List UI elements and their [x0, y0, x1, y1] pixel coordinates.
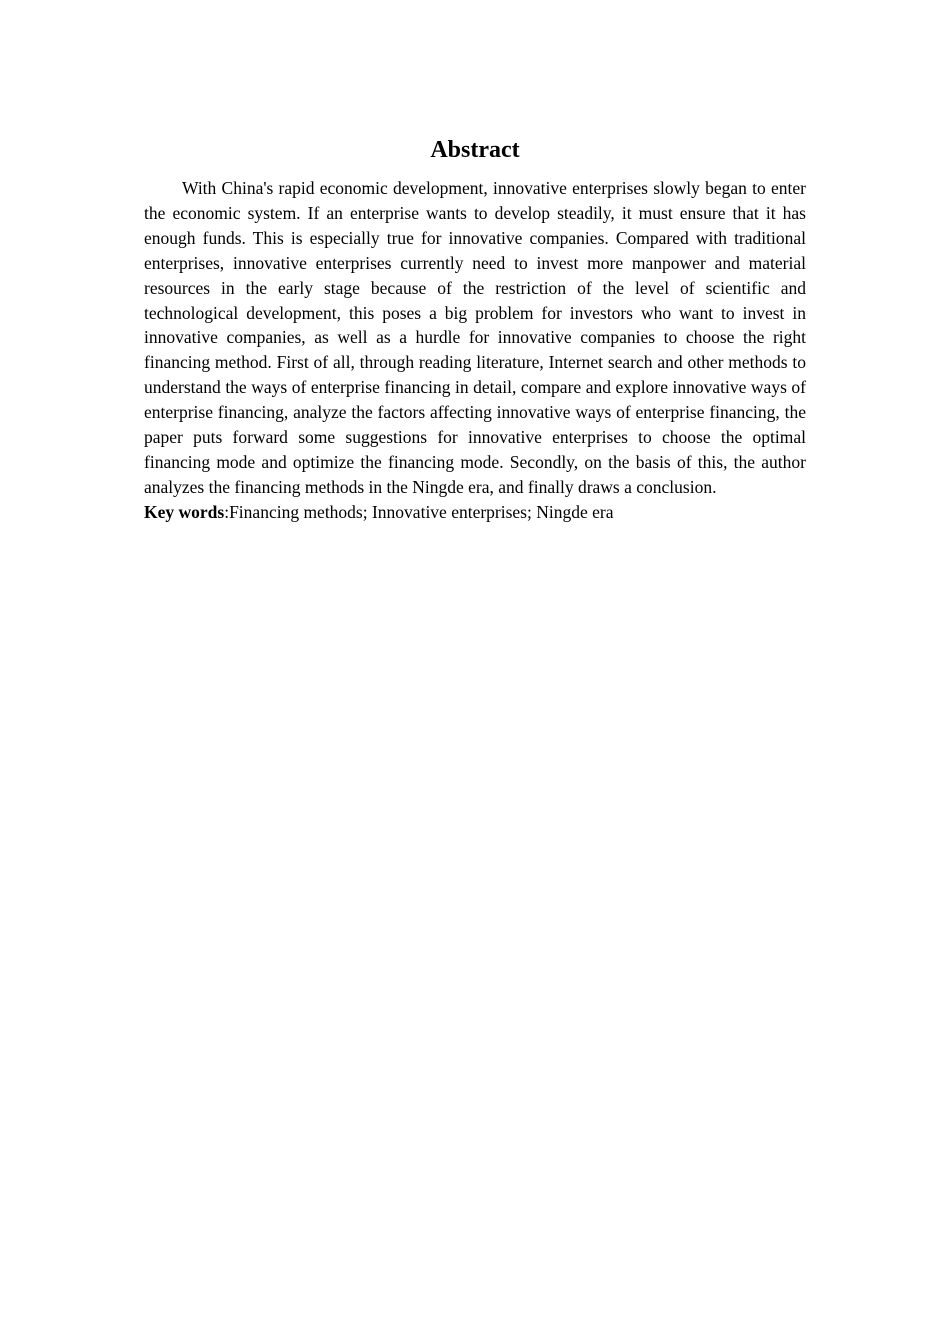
keywords-line [144, 500, 806, 525]
abstract-section [144, 134, 806, 525]
keywords-separator: : [224, 501, 230, 522]
keywords-text: Financing methods; Innovative enterprises; Ningde era [229, 501, 614, 522]
abstract-body: With China's rapid economic development, innovative enterprises slowly began to enter the economic system. If an enterprise wants to develop steadily, it must ensure that it has enough funds. This is especially true for innovative companies. Compared with traditional enterprises, innovative enterprises currently need to invest more manpower and material resources in the early stage because of the restriction of the level of scientific and technological development, this poses a big problem for investors who want to invest in innovative companies, as well as a hurdle for innovative companies to choose the right financing method. First of all, through reading literature, Internet search and other methods to understand the ways of enterprise financing in detail, compare and explore innovative ways of enterprise financing, analyze the factors affecting innovative ways of enterprise financing, the paper puts forward some suggestions for innovative enterprises to choose the optimal financing mode and optimize the financing mode. Secondly, on the basis of this, the author analyzes the financing methods in the Ningde era, and finally draws a conclusion. [144, 178, 806, 497]
abstract-title: Abstract [430, 137, 520, 163]
keywords-label: Key words [144, 501, 225, 522]
